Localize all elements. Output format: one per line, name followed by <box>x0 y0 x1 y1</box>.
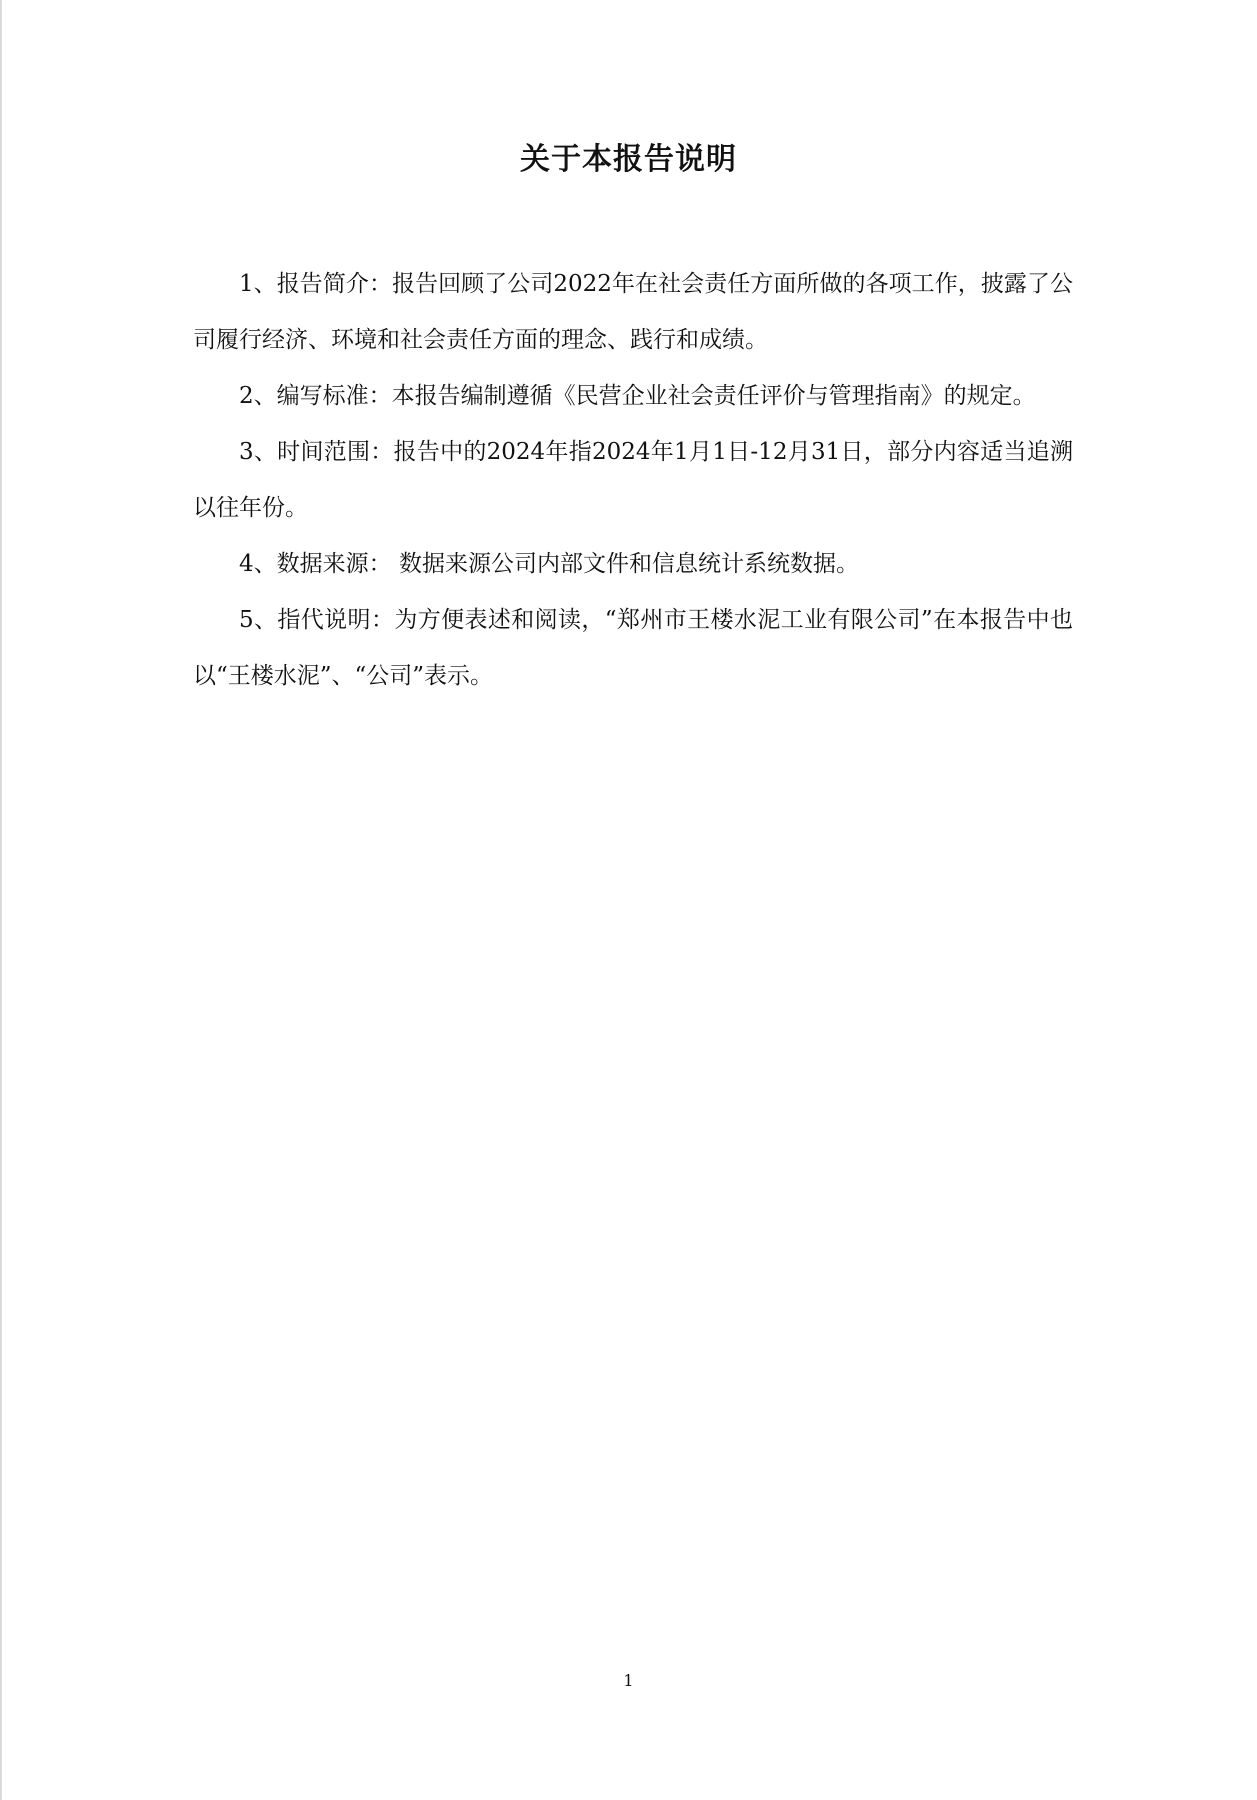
paragraph-time-range: 3、时间范围：报告中的2024年指2024年1月1日-12月31日，部分内容适当追溯以往年份。 <box>193 439 1073 521</box>
page-number: 1 <box>623 1671 634 1690</box>
paragraph-report-intro: 1、报告简介：报告回顾了公司2022年在社会责任方面所做的各项工作，披露了公司履行经济、环境和社会责任方面的理念、践行和成绩。 <box>193 271 1073 353</box>
page-title: 关于本报告说明 <box>520 142 737 177</box>
document-body <box>193 256 1073 704</box>
page-edge <box>0 0 2 1800</box>
paragraph-writing-standard: 2、编写标准：本报告编制遵循《民营企业社会责任评价与管理指南》的规定。 <box>239 383 1036 409</box>
paragraph-reference-note: 5、指代说明：为方便表述和阅读，“郑州市王楼水泥工业有限公司”在本报告中也以“王楼水泥”、“公司”表示。 <box>193 607 1073 689</box>
paragraph-data-source: 4、数据来源： 数据来源公司内部文件和信息统计系统数据。 <box>239 551 859 577</box>
